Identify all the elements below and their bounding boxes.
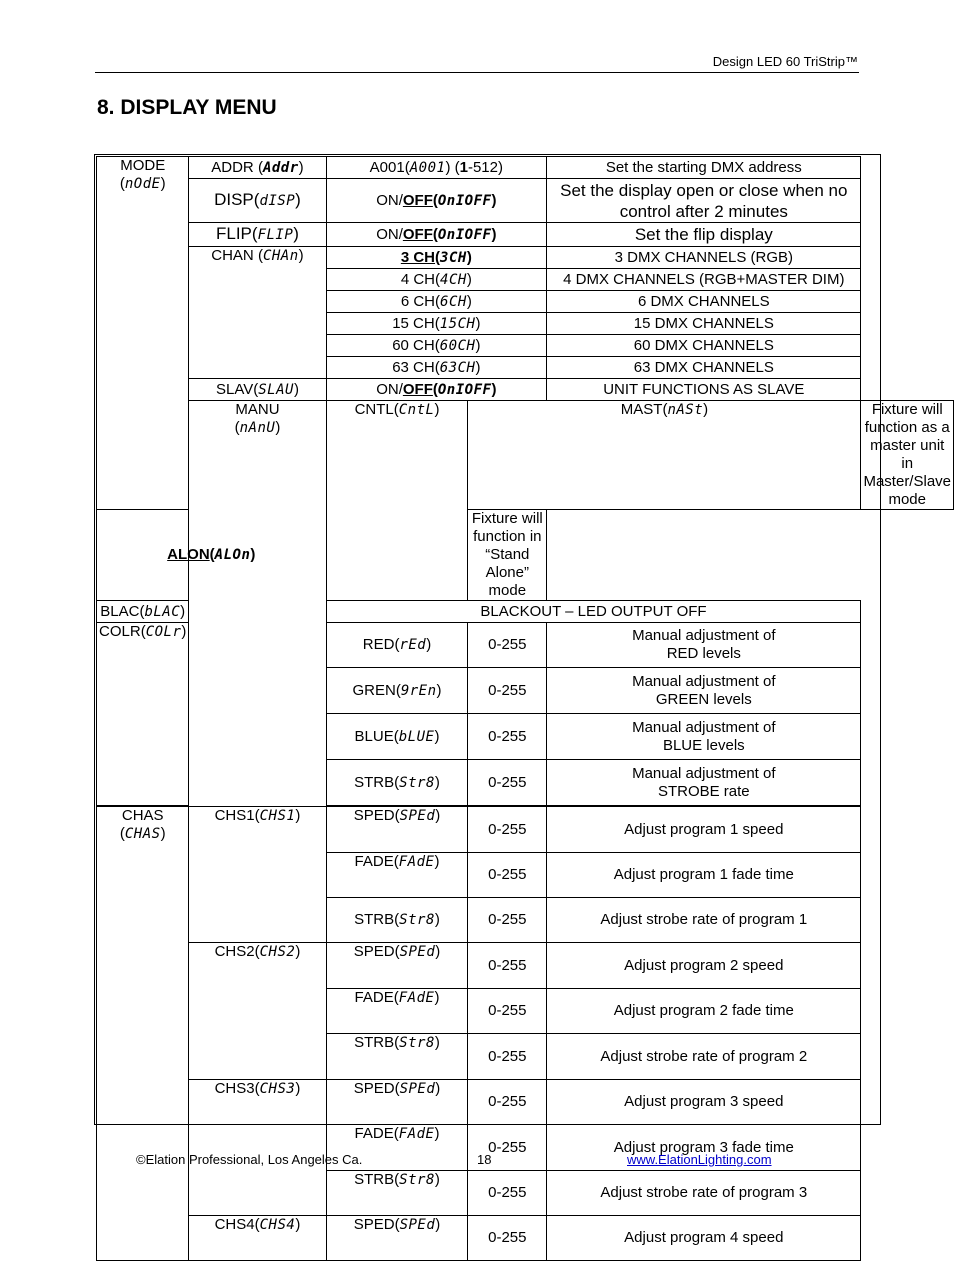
desc-p4-speed: Adjust program 4 speed [547,1216,861,1261]
item-blac: BLAC(bLAC) [97,601,189,623]
desc-63ch: 63 DMX CHANNELS [547,357,861,379]
desc-60ch: 60 DMX CHANNELS [547,335,861,357]
value-63ch: 63 CH(63CH) [326,357,547,379]
range: 0-255 [468,898,547,943]
value-fade: FADE(FAdE) [326,1125,468,1171]
item-chs1: CHS1(CHS1) [189,807,326,943]
table-row [97,379,954,401]
value-fade: FADE(FAdE) [326,853,468,898]
desc-p2-fade: Adjust program 2 fade time [547,989,861,1034]
footer-copyright: ©Elation Professional, Los Angeles Ca. [136,1152,363,1167]
desc-p3-speed: Adjust program 3 speed [547,1080,861,1125]
value-green: GREN(9rEn) [326,668,468,714]
desc-disp: Set the display open or close when no control after 2 minutes [547,179,861,223]
display-menu-table [96,156,954,1261]
value-strb: STRB(Str8) [326,760,468,806]
desc-6ch: 6 DMX CHANNELS [547,291,861,313]
range: 0-255 [468,943,547,989]
range: 0-255 [468,1125,547,1171]
page-number: 18 [477,1152,492,1167]
item-chs4: CHS4(CHS4) [189,1216,326,1261]
range: 0-255 [468,853,547,898]
document-header: Design LED 60 TriStrip™ [712,54,858,69]
desc-alon: Fixture will function in “Stand Alone” mode [468,510,547,601]
desc-p2-strobe: Adjust strobe rate of program 2 [547,1034,861,1080]
item-colr: COLR(COLr) [97,623,189,806]
desc-3ch: 3 DMX CHANNELS (RGB) [547,247,861,269]
table-row [97,247,954,269]
desc-15ch: 15 DMX CHANNELS [547,313,861,335]
desc-flip: Set the flip display [547,223,861,247]
table-row [97,179,954,223]
desc-strb: Manual adjustment of STROBE rate [547,760,861,806]
value-disp: ON/OFF(OnIOFF) [326,179,547,223]
table-row [97,943,954,989]
range: 0-255 [468,1034,547,1080]
value-4ch: 4 CH(4CH) [326,269,547,291]
menu-mode: MODE (nOdE) [97,157,189,510]
desc-mast: Fixture will function as a master unit in Master/Slave mode [861,401,954,510]
value-strb: STRB(Str8) [326,1171,468,1216]
value-60ch: 60 CH(60CH) [326,335,547,357]
table-row [97,1080,954,1125]
table-row [97,1216,954,1261]
value-slav: ON/OFF(OnIOFF) [326,379,547,401]
item-addr: ADDR (Addr) [189,157,326,179]
footer-link-wrap [627,1152,772,1167]
range-strb: 0-255 [468,760,547,806]
menu-chas: CHAS (CHAS) [97,807,189,1261]
range: 0-255 [468,1216,547,1261]
value-sped: SPED(SPEd) [326,943,468,989]
range: 0-255 [468,807,547,853]
value-blue: BLUE(bLUE) [326,714,468,760]
desc-addr: Set the starting DMX address [547,157,861,179]
item-disp: DISP(dISP) [189,179,326,223]
value-sped: SPED(SPEd) [326,1216,468,1261]
section-title: 8. DISPLAY MENU [97,96,277,119]
range-green: 0-255 [468,668,547,714]
value-3ch: 3 CH(3CH) [326,247,547,269]
desc-green: Manual adjustment of GREEN levels [547,668,861,714]
value-mast: MAST(nASt) [468,401,861,510]
desc-p1-strobe: Adjust strobe rate of program 1 [547,898,861,943]
desc-blac: BLACKOUT – LED OUTPUT OFF [326,601,861,623]
value-flip: ON/OFF(OnIOFF) [326,223,547,247]
item-cntl: CNTL(CntL) [326,401,468,601]
range: 0-255 [468,989,547,1034]
value-fade: FADE(FAdE) [326,989,468,1034]
table-row [97,223,954,247]
table-row [97,401,954,510]
table-row [97,157,954,179]
value-strb: STRB(Str8) [326,898,468,943]
range-red: 0-255 [468,623,547,668]
table-row [97,510,954,601]
value-addr: A001(A001) (1-512) [326,157,547,179]
desc-p1-fade: Adjust program 1 fade time [547,853,861,898]
desc-blue: Manual adjustment of BLUE levels [547,714,861,760]
desc-red: Manual adjustment of RED levels [547,623,861,668]
value-sped: SPED(SPEd) [326,807,468,853]
desc-p3-strobe: Adjust strobe rate of program 3 [547,1171,861,1216]
value-strb: STRB(Str8) [326,1034,468,1080]
menu-manu: MANU (nAnU) [189,401,326,807]
item-chs2: CHS2(CHS2) [189,943,326,1080]
desc-slav: UNIT FUNCTIONS AS SLAVE [547,379,861,401]
header-rule [95,72,859,73]
item-slav: SLAV(SLAU) [189,379,326,401]
footer-link[interactable]: www.ElationLighting.com [627,1152,772,1167]
desc-p2-speed: Adjust program 2 speed [547,943,861,989]
range: 0-255 [468,1080,547,1125]
value-6ch: 6 CH(6CH) [326,291,547,313]
desc-4ch: 4 DMX CHANNELS (RGB+MASTER DIM) [547,269,861,291]
item-flip: FLIP(FLIP) [189,223,326,247]
range-blue: 0-255 [468,714,547,760]
desc-p3-fade: Adjust program 3 fade time [547,1125,861,1171]
table-row [97,807,954,853]
range: 0-255 [468,1171,547,1216]
value-red: RED(rEd) [326,623,468,668]
value-15ch: 15 CH(15CH) [326,313,547,335]
value-sped: SPED(SPEd) [326,1080,468,1125]
item-chan: CHAN (CHAn) [189,247,326,379]
desc-p1-speed: Adjust program 1 speed [547,807,861,853]
item-chs3: CHS3(CHS3) [189,1080,326,1216]
value-alon: ALON(ALOn) [97,510,327,601]
